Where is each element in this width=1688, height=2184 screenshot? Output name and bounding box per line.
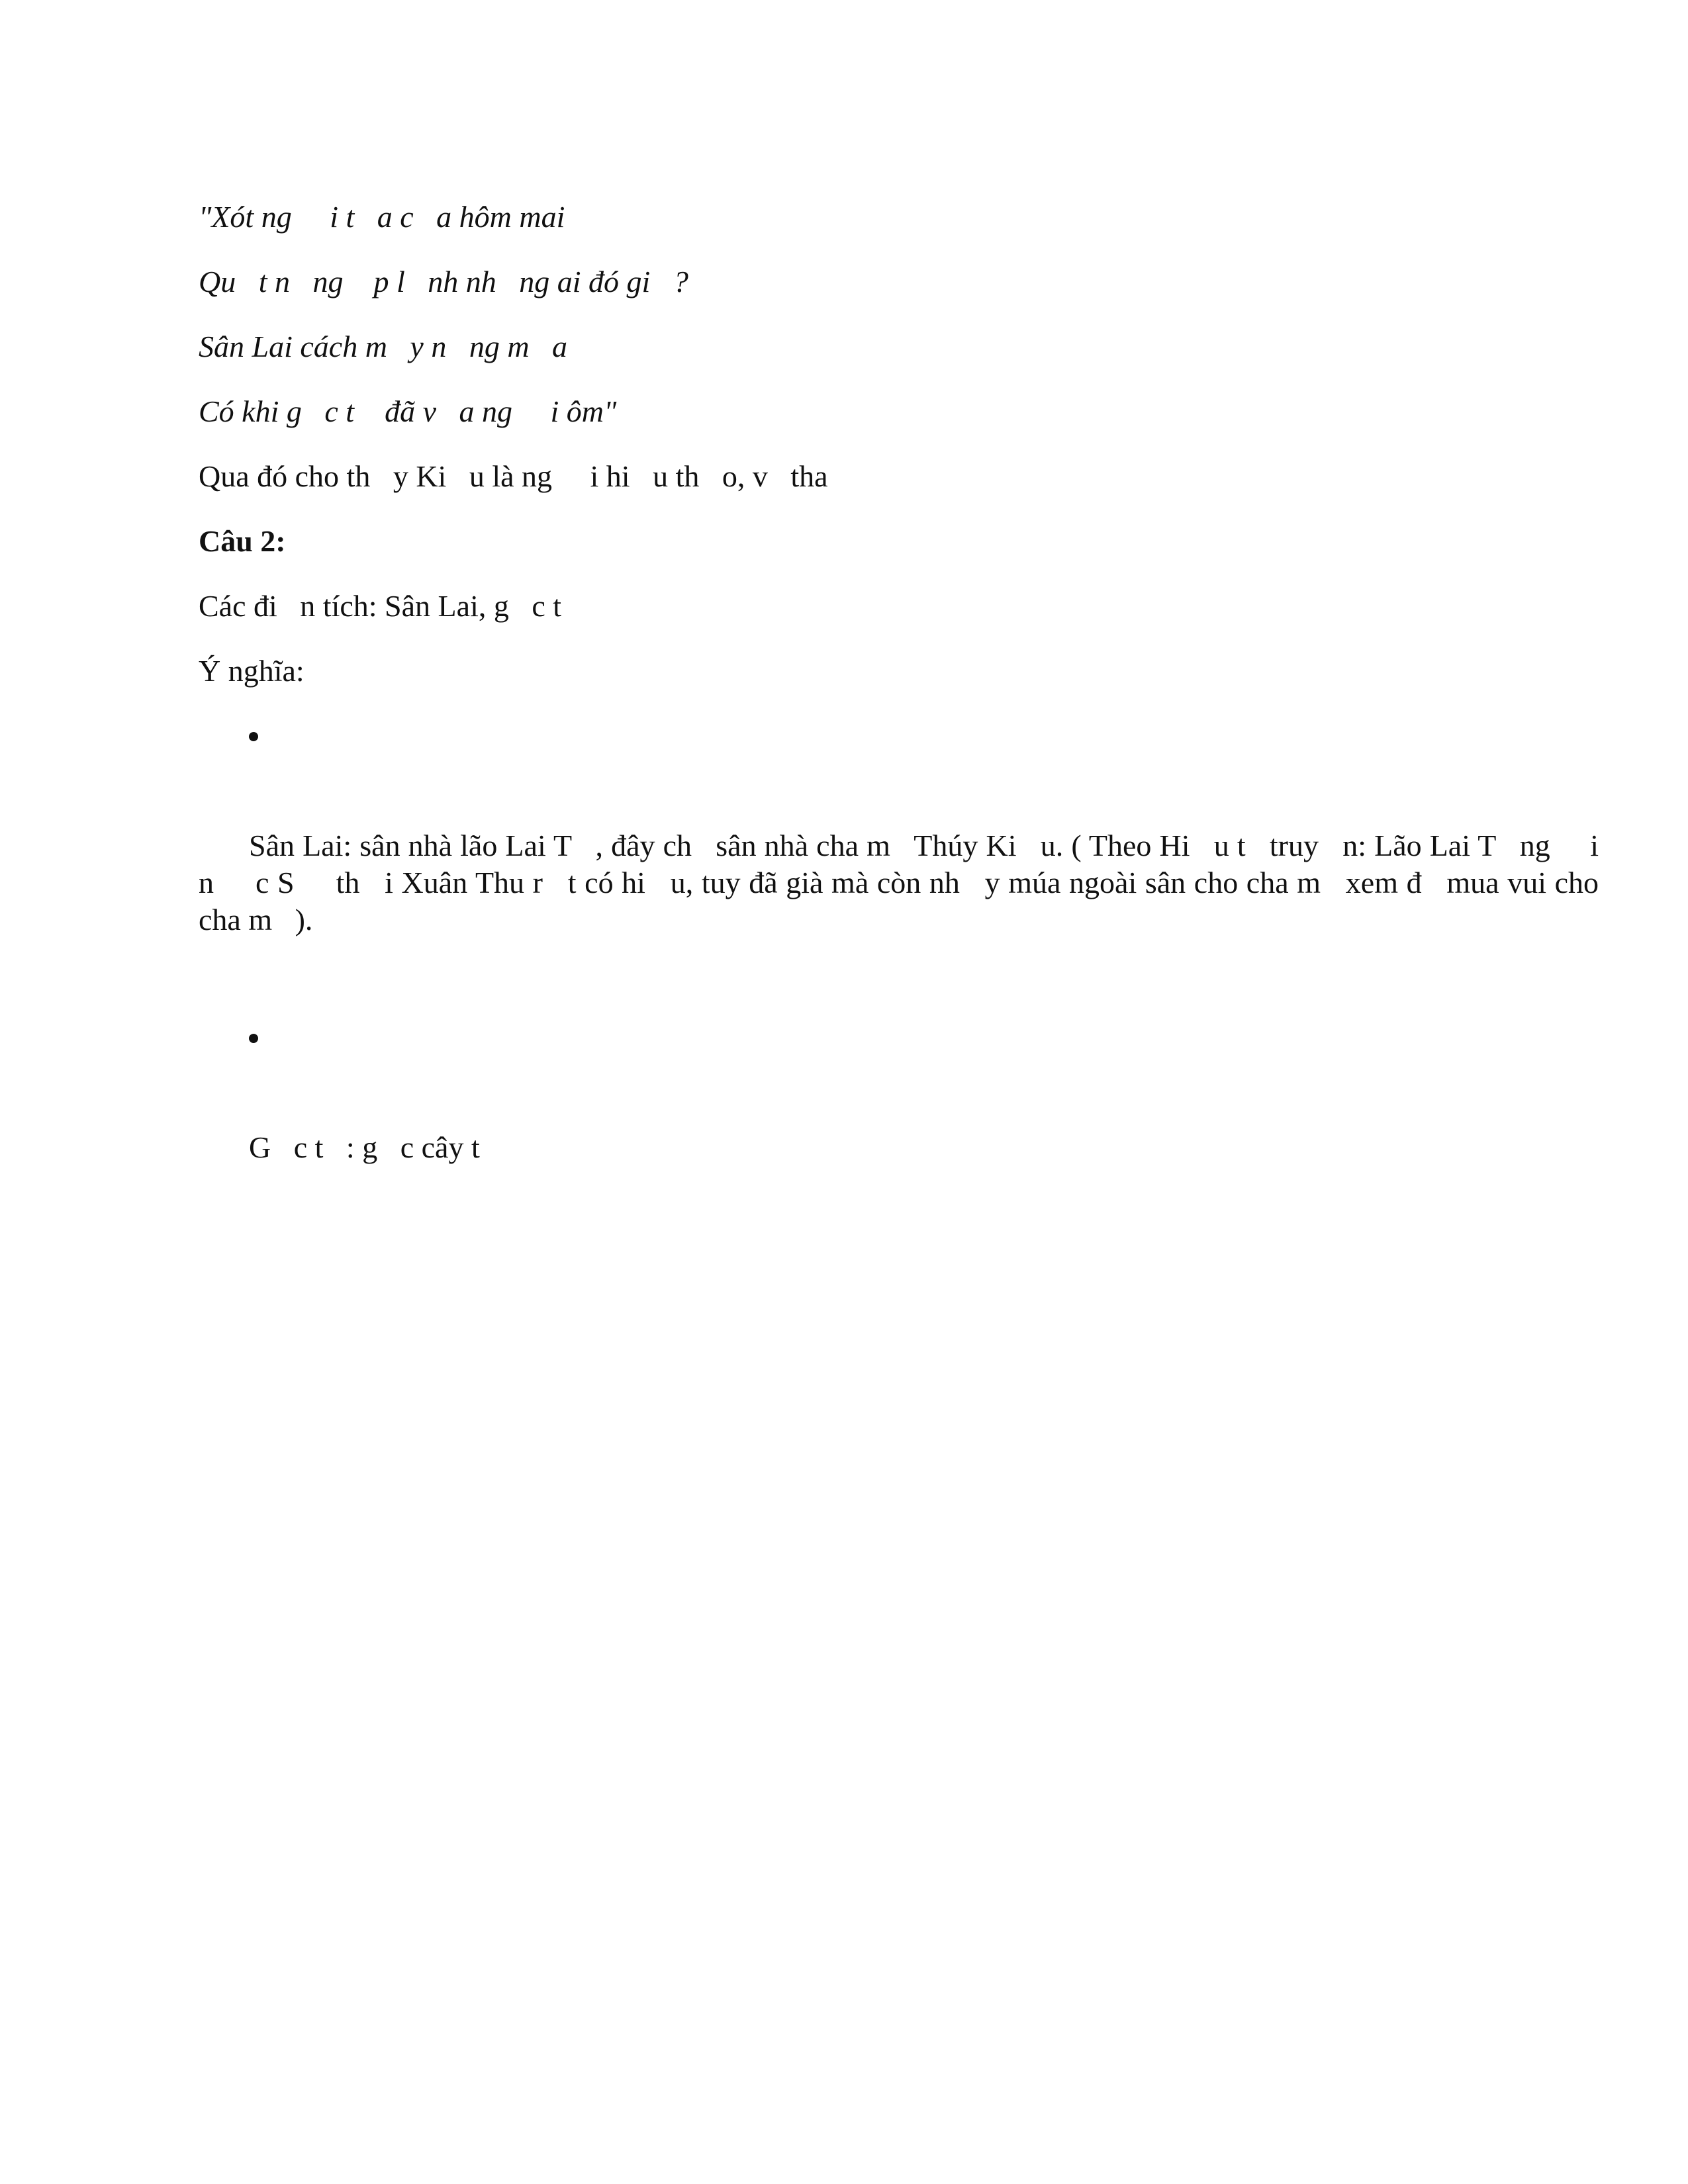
list-item <box>199 716 1607 1013</box>
meaning-label: Ý nghĩa: <box>199 654 305 688</box>
conclusion-text: Qua đó cho th y Ki u là ng i hi u th o, v tha <box>199 459 828 493</box>
bullet-text-san-lai: Sân Lai: sân nhà lão Lai T , đây ch sân nhà cha m Thúy Ki u. ( Theo Hi u t truy n: Lão Lai T ng i n c S th i Xuân Thu r t có hi u, tuy đã già mà còn nh y múa ngoài sân cho cha m xem đ mua vui cho cha m ). <box>199 829 1607 936</box>
question-heading: Câu 2: <box>199 524 286 558</box>
poem-line-4: Có khi g c t đã v a ng i ôm" <box>199 394 617 428</box>
bullet-text-goc-tu: G c t : g c cây t <box>249 1130 480 1164</box>
document-page <box>199 0 1607 2184</box>
allusions-text: Các đi n tích: Sân Lai, g c t <box>199 589 562 623</box>
meaning-list <box>199 716 1607 1240</box>
poem-line-1: "Xót ng i t a c a hôm mai <box>199 200 565 234</box>
bullet-icon <box>249 1034 258 1043</box>
poem-line-3: Sân Lai cách m y n ng m a <box>199 330 568 363</box>
poem-line-2: Qu t n ng p l nh nh ng ai đó gi ? <box>199 265 688 298</box>
bullet-icon <box>249 732 258 741</box>
list-item <box>199 1018 1599 1240</box>
